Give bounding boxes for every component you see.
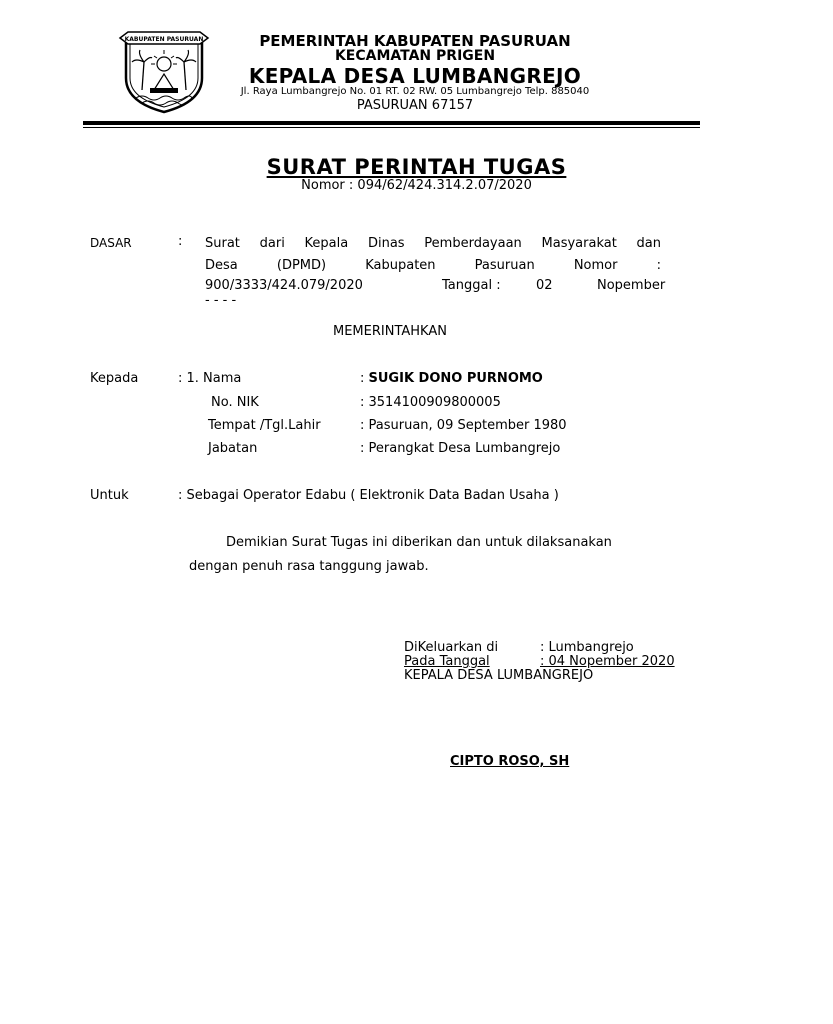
letterhead-thick-divider bbox=[83, 121, 700, 125]
dasar-line2-word: Kabupaten bbox=[365, 258, 436, 273]
office-name: KEPALA DESA LUMBANGREJO bbox=[248, 64, 582, 88]
dasar-line2-word: Desa bbox=[205, 258, 238, 273]
document-title: SURAT PERINTAH TUGAS bbox=[266, 155, 567, 179]
district-name: KECAMATAN PRIGEN bbox=[334, 48, 496, 64]
untuk-text: : Sebagai Operator Edabu ( Elektronik Data Badan Usaha ) bbox=[178, 488, 559, 503]
dasar-date-day: 02 bbox=[536, 278, 553, 293]
dasar-label: DASAR bbox=[90, 236, 132, 250]
document-number: Nomor : 094/62/424.314.2.07/2020 bbox=[301, 178, 532, 193]
kepada-value-position: : Perangkat Desa Lumbangrejo bbox=[360, 441, 561, 456]
dasar-paragraph bbox=[205, 233, 661, 277]
kepada-field-name: : 1. Nama bbox=[178, 371, 242, 386]
order-heading: MEMERINTAHKAN bbox=[333, 324, 447, 339]
office-city: PASURUAN 67157 bbox=[356, 98, 474, 113]
issued-date-value: : 04 Nopember 2020 bbox=[540, 654, 675, 669]
issued-place-value: : Lumbangrejo bbox=[540, 640, 634, 655]
office-address: Jl. Raya Lumbangrejo No. 01 RT. 02 RW. 05 Lumbangrejo Telp. 885040 bbox=[240, 86, 590, 97]
assignee-name: SUGIK DONO PURNOMO bbox=[368, 371, 543, 386]
kepada-value-nik: : 3514100909800005 bbox=[360, 395, 501, 410]
kepada-value-name bbox=[360, 371, 543, 386]
closing-line-2: dengan penuh rasa tanggung jawab. bbox=[189, 559, 429, 574]
dasar-line2-word: Pasuruan bbox=[474, 258, 535, 273]
issued-place-label: DiKeluarkan di bbox=[404, 640, 499, 655]
letterhead-thin-divider bbox=[83, 127, 700, 128]
kepada-field-birth: Tempat /Tgl.Lahir bbox=[208, 418, 321, 433]
signer-position: KEPALA DESA LUMBANGREJO bbox=[404, 668, 594, 683]
dasar-line2-word: : bbox=[656, 258, 661, 273]
kepada-field-nik: No. NIK bbox=[211, 395, 259, 410]
dasar-colon: : bbox=[178, 234, 183, 249]
dasar-cut-line: - - - - bbox=[205, 293, 237, 308]
dasar-line-1: Surat dari Kepala Dinas Pemberdayaan Masyarakat dan bbox=[205, 236, 661, 251]
kepada-value-colon: : bbox=[360, 371, 369, 386]
untuk-label: Untuk bbox=[90, 488, 129, 503]
issued-date-label: Pada Tanggal bbox=[404, 654, 490, 669]
dasar-reference-number: 900/3333/424.079/2020 bbox=[205, 278, 363, 293]
kepada-value-birth: : Pasuruan, 09 September 1980 bbox=[360, 418, 567, 433]
regency-emblem-logo bbox=[118, 28, 210, 114]
kepada-label: Kepada bbox=[90, 371, 139, 386]
kepada-field-position: Jabatan bbox=[208, 441, 258, 456]
dasar-line-2 bbox=[205, 255, 661, 277]
signer-name: CIPTO ROSO, SH bbox=[450, 754, 570, 769]
dasar-date-label: Tanggal : bbox=[442, 278, 501, 293]
emblem-text: KABUPATEN PASURUAN bbox=[124, 36, 204, 43]
closing-line-1: Demikian Surat Tugas ini diberikan dan untuk dilaksanakan bbox=[226, 535, 612, 550]
dasar-date-month: Nopember bbox=[597, 278, 666, 293]
dasar-line2-word: Nomor bbox=[573, 258, 618, 273]
dasar-line2-word: (DPMD) bbox=[276, 258, 327, 273]
government-name: PEMERINTAH KABUPATEN PASURUAN bbox=[259, 32, 571, 50]
